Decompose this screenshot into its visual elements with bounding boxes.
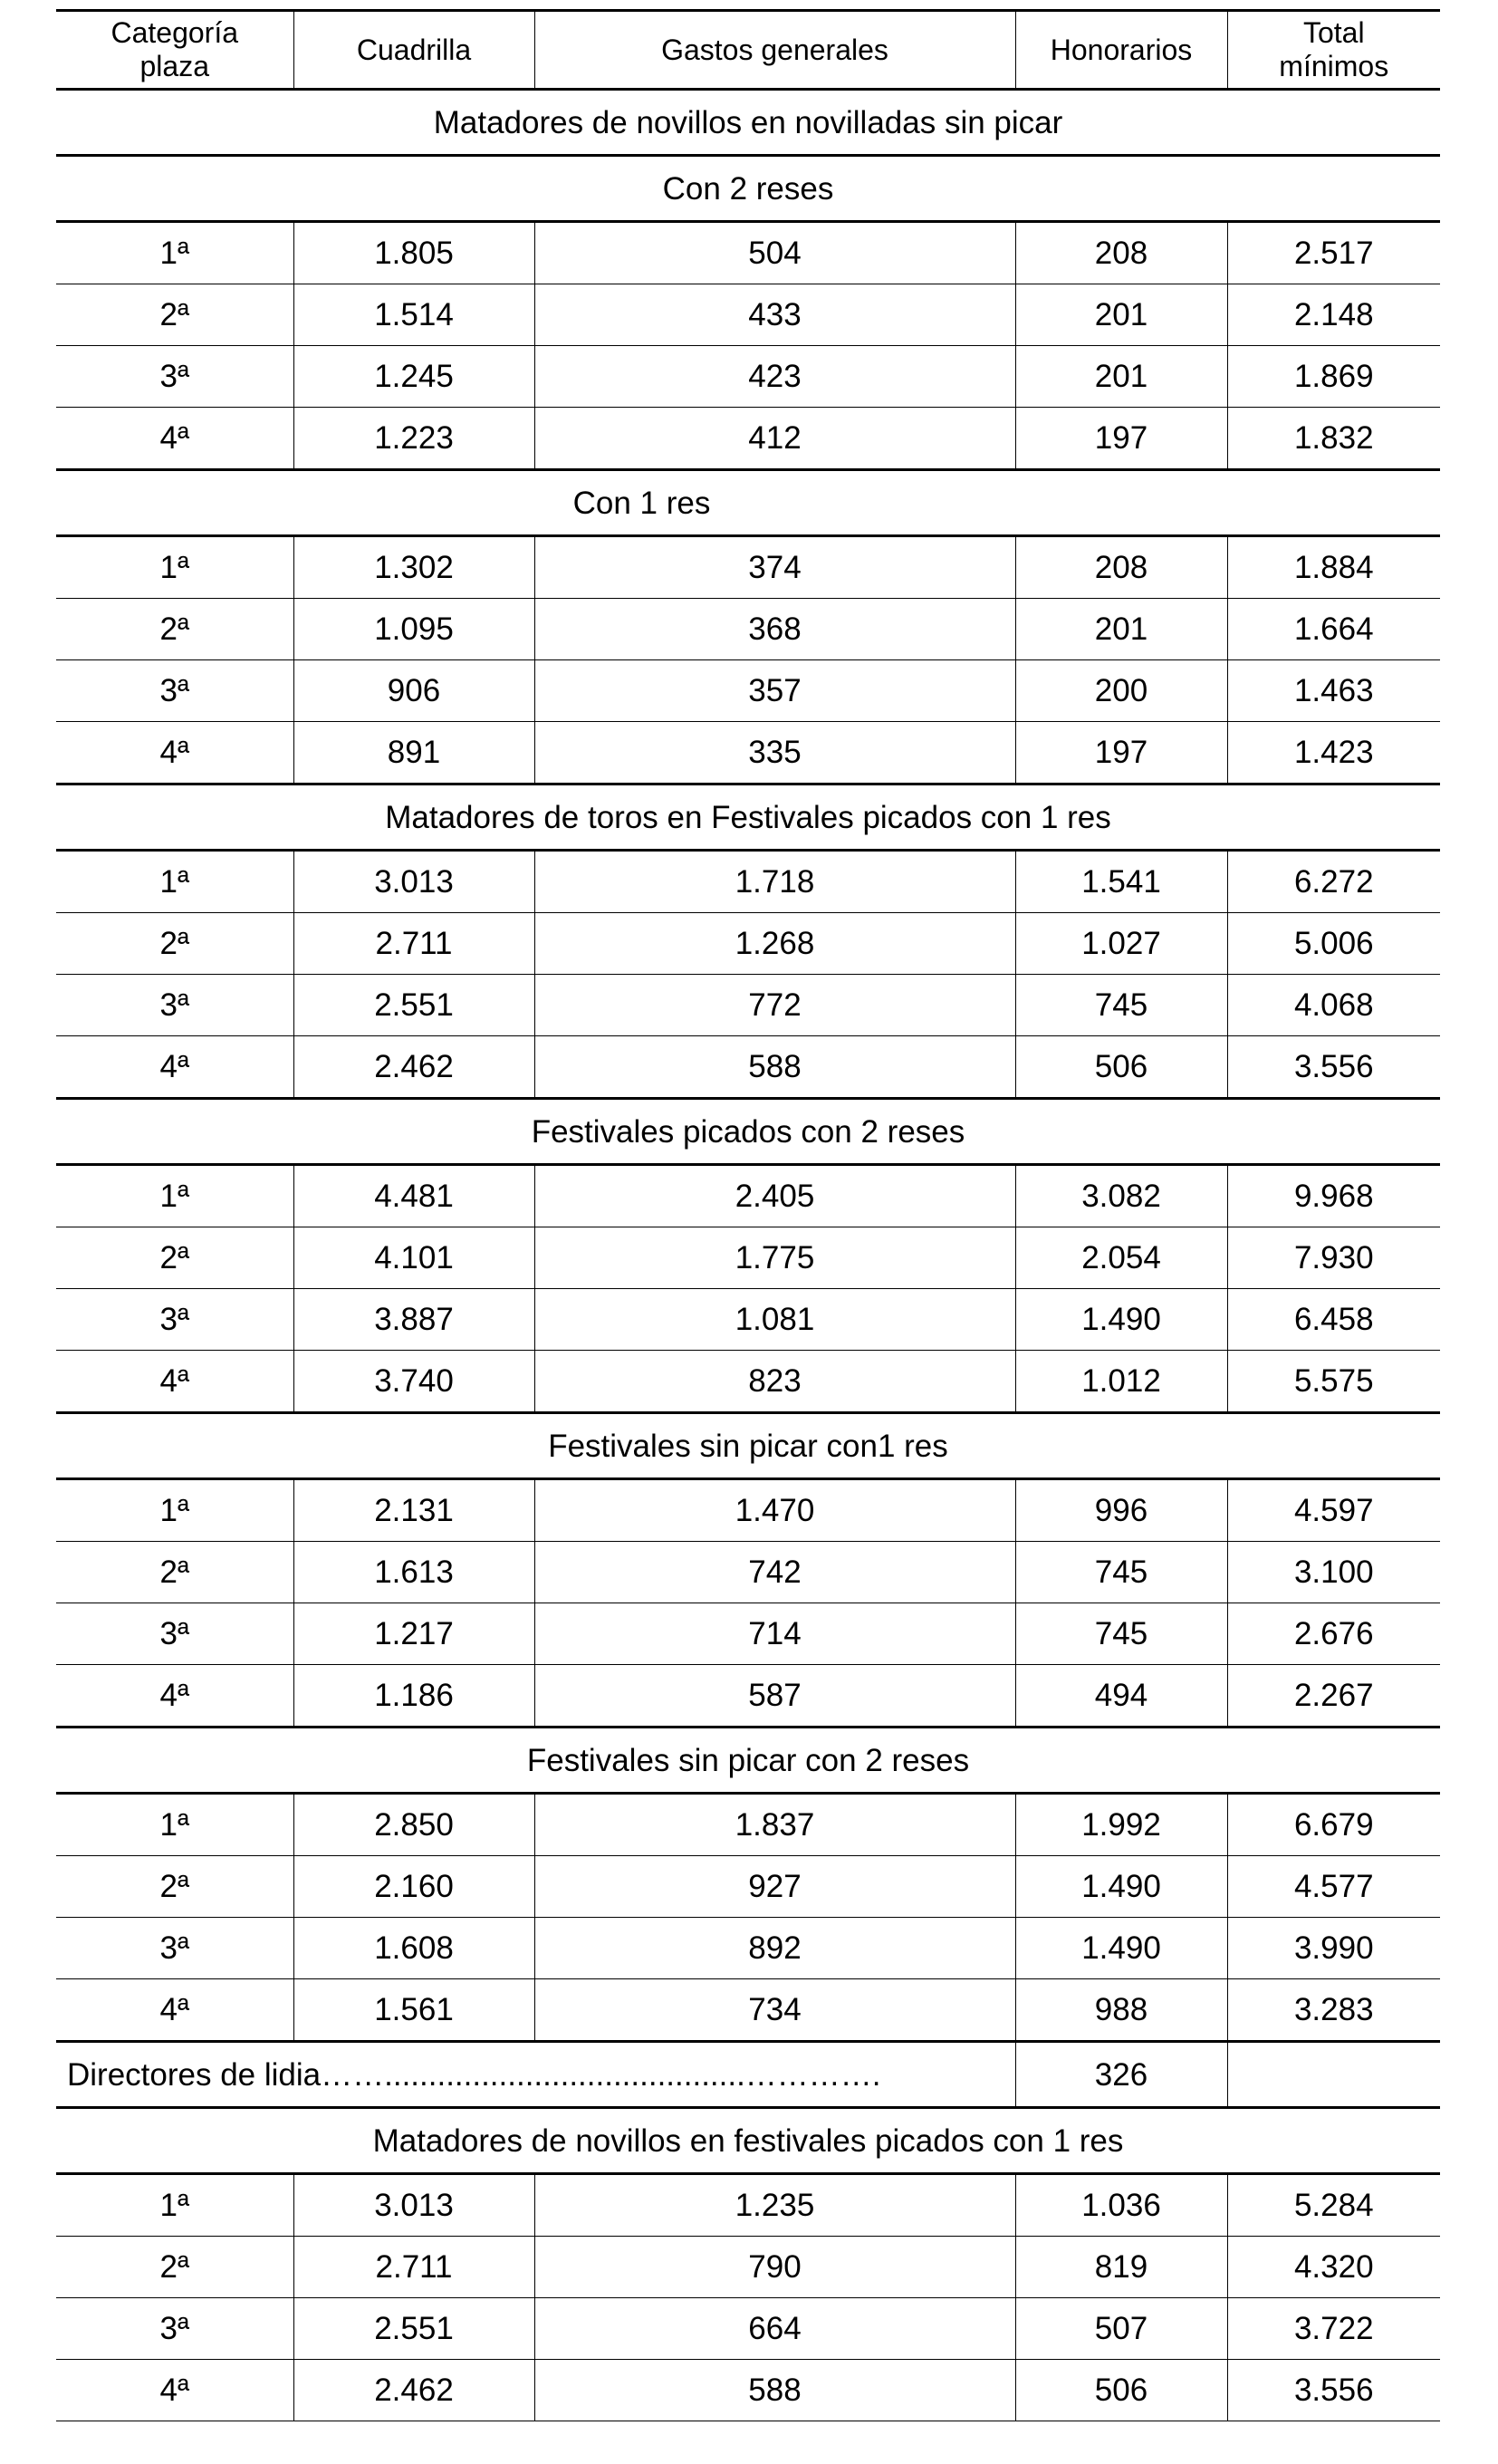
gastos-cell: 734: [534, 1979, 1015, 2042]
cuadrilla-cell: 1.608: [293, 1918, 534, 1979]
cuadrilla-cell: 1.095: [293, 599, 534, 660]
gastos-cell: 588: [534, 2360, 1015, 2421]
categoria-cell: 4ª: [56, 1979, 293, 2042]
honorarios-cell: 200: [1015, 660, 1227, 722]
cuadrilla-cell: 3.740: [293, 1351, 534, 1413]
categoria-cell: 4ª: [56, 2360, 293, 2421]
table-row: [56, 1351, 1440, 1413]
header-honorarios: Honorarios: [1015, 11, 1227, 90]
header-total-line2: mínimos: [1279, 50, 1389, 82]
honorarios-cell: 201: [1015, 284, 1227, 346]
table-row: [56, 660, 1440, 722]
directores-blank-cell: [1227, 2042, 1440, 2108]
table-row: [56, 284, 1440, 346]
total-cell: 3.556: [1227, 2360, 1440, 2421]
directores-label: Directores de lidia…….........................................………….: [56, 2042, 1015, 2108]
section-1-row: [56, 784, 1440, 851]
categoria-cell: 3ª: [56, 1918, 293, 1979]
total-cell: 6.679: [1227, 1794, 1440, 1856]
cuadrilla-cell: 1.223: [293, 408, 534, 470]
categoria-cell: 3ª: [56, 346, 293, 408]
gastos-cell: 1.268: [534, 913, 1015, 975]
cuadrilla-cell: 1.805: [293, 222, 534, 284]
honorarios-cell: 1.027: [1015, 913, 1227, 975]
honorarios-cell: 745: [1015, 975, 1227, 1036]
table-row: [56, 1542, 1440, 1603]
honorarios-cell: 1.012: [1015, 1351, 1227, 1413]
categoria-cell: 4ª: [56, 1351, 293, 1413]
table-row: [56, 722, 1440, 784]
gastos-cell: 357: [534, 660, 1015, 722]
categoria-cell: 2ª: [56, 1856, 293, 1918]
honorarios-cell: 208: [1015, 222, 1227, 284]
table-row: [56, 408, 1440, 470]
section-0-title: Matadores de novillos en novilladas sin picar: [56, 90, 1440, 156]
total-cell: 3.990: [1227, 1918, 1440, 1979]
categoria-cell: 3ª: [56, 1603, 293, 1665]
header-categoria-line2: plaza: [139, 50, 209, 82]
cuadrilla-cell: 1.245: [293, 346, 534, 408]
categoria-cell: 3ª: [56, 2298, 293, 2360]
cuadrilla-cell: 2.462: [293, 2360, 534, 2421]
honorarios-cell: 3.082: [1015, 1165, 1227, 1227]
table-row: [56, 1856, 1440, 1918]
cuadrilla-cell: 891: [293, 722, 534, 784]
table-row: [56, 1227, 1440, 1289]
fees-table: [56, 9, 1440, 2421]
total-cell: 5.006: [1227, 913, 1440, 975]
table-row: [56, 222, 1440, 284]
gastos-cell: 664: [534, 2298, 1015, 2360]
table-row: [56, 1918, 1440, 1979]
total-cell: 2.676: [1227, 1603, 1440, 1665]
honorarios-cell: 197: [1015, 408, 1227, 470]
gastos-cell: 714: [534, 1603, 1015, 1665]
cuadrilla-cell: 1.217: [293, 1603, 534, 1665]
cuadrilla-cell: 3.887: [293, 1289, 534, 1351]
cuadrilla-cell: 2.131: [293, 1479, 534, 1542]
section-1-title: Matadores de toros en Festivales picados con 1 res: [56, 784, 1440, 851]
categoria-cell: 1ª: [56, 1794, 293, 1856]
gastos-cell: 335: [534, 722, 1015, 784]
gastos-cell: 1.837: [534, 1794, 1015, 1856]
total-cell: 4.068: [1227, 975, 1440, 1036]
categoria-cell: 2ª: [56, 1227, 293, 1289]
final-section-row: [56, 2108, 1440, 2174]
honorarios-cell: 208: [1015, 536, 1227, 599]
honorarios-cell: 1.490: [1015, 1856, 1227, 1918]
table-row: [56, 2360, 1440, 2421]
subsection-0-1-row: [56, 470, 1440, 536]
total-cell: 5.284: [1227, 2174, 1440, 2237]
directores-honorarios: 326: [1015, 2042, 1227, 2108]
gastos-cell: 588: [534, 1036, 1015, 1099]
categoria-cell: 1ª: [56, 2174, 293, 2237]
total-cell: 1.884: [1227, 536, 1440, 599]
categoria-cell: 1ª: [56, 1165, 293, 1227]
directores-row: [56, 2042, 1440, 2108]
subsection-0-1-blank-cell: [1227, 470, 1440, 536]
cuadrilla-cell: 2.551: [293, 975, 534, 1036]
total-cell: 5.575: [1227, 1351, 1440, 1413]
categoria-cell: 2ª: [56, 913, 293, 975]
gastos-cell: 374: [534, 536, 1015, 599]
total-cell: 1.463: [1227, 660, 1440, 722]
total-cell: 4.320: [1227, 2237, 1440, 2298]
total-cell: 3.556: [1227, 1036, 1440, 1099]
cuadrilla-cell: 1.561: [293, 1979, 534, 2042]
total-cell: 2.517: [1227, 222, 1440, 284]
cuadrilla-cell: 4.481: [293, 1165, 534, 1227]
section-2-title: Festivales picados con 2 reses: [56, 1099, 1440, 1165]
honorarios-cell: 2.054: [1015, 1227, 1227, 1289]
honorarios-cell: 1.541: [1015, 851, 1227, 913]
total-cell: 3.283: [1227, 1979, 1440, 2042]
gastos-cell: 368: [534, 599, 1015, 660]
table-row: [56, 599, 1440, 660]
gastos-cell: 790: [534, 2237, 1015, 2298]
header-gastos: Gastos generales: [534, 11, 1015, 90]
table-row: [56, 1036, 1440, 1099]
table-row: [56, 536, 1440, 599]
honorarios-cell: 1.490: [1015, 1289, 1227, 1351]
header-categoria-line1: Categoría: [110, 16, 239, 50]
total-cell: 4.577: [1227, 1856, 1440, 1918]
categoria-cell: 2ª: [56, 1542, 293, 1603]
total-cell: 2.267: [1227, 1665, 1440, 1728]
total-cell: 3.722: [1227, 2298, 1440, 2360]
categoria-cell: 1ª: [56, 222, 293, 284]
honorarios-cell: 1.992: [1015, 1794, 1227, 1856]
honorarios-cell: 745: [1015, 1603, 1227, 1665]
gastos-cell: 1.081: [534, 1289, 1015, 1351]
cuadrilla-cell: 1.514: [293, 284, 534, 346]
section-4-row: [56, 1728, 1440, 1794]
total-cell: 1.423: [1227, 722, 1440, 784]
categoria-cell: 1ª: [56, 851, 293, 913]
table-row: [56, 1165, 1440, 1227]
subsection-0-0-title: Con 2 reses: [56, 156, 1440, 222]
gastos-cell: 587: [534, 1665, 1015, 1728]
section-3-title: Festivales sin picar con1 res: [56, 1413, 1440, 1479]
gastos-cell: 1.718: [534, 851, 1015, 913]
categoria-cell: 4ª: [56, 408, 293, 470]
honorarios-cell: 745: [1015, 1542, 1227, 1603]
table-row: [56, 346, 1440, 408]
honorarios-cell: 507: [1015, 2298, 1227, 2360]
honorarios-cell: 1.036: [1015, 2174, 1227, 2237]
cuadrilla-cell: 1.613: [293, 1542, 534, 1603]
cuadrilla-cell: 2.462: [293, 1036, 534, 1099]
header-cuadrilla: Cuadrilla: [293, 11, 534, 90]
gastos-cell: 433: [534, 284, 1015, 346]
table-row: [56, 2174, 1440, 2237]
categoria-cell: 1ª: [56, 536, 293, 599]
section-0-row: [56, 90, 1440, 156]
cuadrilla-cell: 4.101: [293, 1227, 534, 1289]
table-row: [56, 2237, 1440, 2298]
cuadrilla-cell: 1.186: [293, 1665, 534, 1728]
honorarios-cell: 506: [1015, 1036, 1227, 1099]
categoria-cell: 4ª: [56, 1665, 293, 1728]
gastos-cell: 412: [534, 408, 1015, 470]
gastos-cell: 742: [534, 1542, 1015, 1603]
honorarios-cell: 1.490: [1015, 1918, 1227, 1979]
section-3-row: [56, 1413, 1440, 1479]
total-cell: 3.100: [1227, 1542, 1440, 1603]
subsection-0-0-row: [56, 156, 1440, 222]
header-categoria: [56, 11, 293, 90]
honorarios-cell: 988: [1015, 1979, 1227, 2042]
header-total: [1227, 11, 1440, 90]
gastos-cell: 2.405: [534, 1165, 1015, 1227]
cuadrilla-cell: 2.711: [293, 2237, 534, 2298]
table-row: [56, 975, 1440, 1036]
cuadrilla-cell: 2.850: [293, 1794, 534, 1856]
final-section-title: Matadores de novillos en festivales picados con 1 res: [56, 2108, 1440, 2174]
categoria-cell: 1ª: [56, 1479, 293, 1542]
cuadrilla-cell: 1.302: [293, 536, 534, 599]
gastos-cell: 892: [534, 1918, 1015, 1979]
table-row: [56, 1479, 1440, 1542]
cuadrilla-cell: 2.711: [293, 913, 534, 975]
honorarios-cell: 494: [1015, 1665, 1227, 1728]
table-row: [56, 1794, 1440, 1856]
section-2-row: [56, 1099, 1440, 1165]
cuadrilla-cell: 3.013: [293, 851, 534, 913]
header-row: [56, 11, 1440, 90]
total-cell: 6.272: [1227, 851, 1440, 913]
categoria-cell: 4ª: [56, 722, 293, 784]
table-row: [56, 2298, 1440, 2360]
gastos-cell: 1.775: [534, 1227, 1015, 1289]
total-cell: 7.930: [1227, 1227, 1440, 1289]
header-total-line1: Total: [1302, 16, 1365, 50]
table-row: [56, 1603, 1440, 1665]
table-row: [56, 913, 1440, 975]
categoria-cell: 3ª: [56, 975, 293, 1036]
cuadrilla-cell: 3.013: [293, 2174, 534, 2237]
total-cell: 4.597: [1227, 1479, 1440, 1542]
honorarios-cell: 201: [1015, 599, 1227, 660]
cuadrilla-cell: 2.551: [293, 2298, 534, 2360]
table-row: [56, 1665, 1440, 1728]
gastos-cell: 927: [534, 1856, 1015, 1918]
categoria-cell: 4ª: [56, 1036, 293, 1099]
total-cell: 1.664: [1227, 599, 1440, 660]
cuadrilla-cell: 906: [293, 660, 534, 722]
honorarios-cell: 996: [1015, 1479, 1227, 1542]
total-cell: 6.458: [1227, 1289, 1440, 1351]
gastos-cell: 823: [534, 1351, 1015, 1413]
honorarios-cell: 506: [1015, 2360, 1227, 2421]
honorarios-cell: 201: [1015, 346, 1227, 408]
categoria-cell: 2ª: [56, 599, 293, 660]
gastos-cell: 504: [534, 222, 1015, 284]
section-4-title: Festivales sin picar con 2 reses: [56, 1728, 1440, 1794]
gastos-cell: 1.470: [534, 1479, 1015, 1542]
categoria-cell: 2ª: [56, 284, 293, 346]
gastos-cell: 1.235: [534, 2174, 1015, 2237]
total-cell: 1.869: [1227, 346, 1440, 408]
total-cell: 9.968: [1227, 1165, 1440, 1227]
gastos-cell: 423: [534, 346, 1015, 408]
categoria-cell: 3ª: [56, 1289, 293, 1351]
total-cell: 1.832: [1227, 408, 1440, 470]
subsection-0-1-title: Con 1 res: [56, 470, 1227, 536]
honorarios-cell: 819: [1015, 2237, 1227, 2298]
table-row: [56, 1979, 1440, 2042]
cuadrilla-cell: 2.160: [293, 1856, 534, 1918]
table-row: [56, 851, 1440, 913]
categoria-cell: 3ª: [56, 660, 293, 722]
total-cell: 2.148: [1227, 284, 1440, 346]
gastos-cell: 772: [534, 975, 1015, 1036]
honorarios-cell: 197: [1015, 722, 1227, 784]
table-row: [56, 1289, 1440, 1351]
categoria-cell: 2ª: [56, 2237, 293, 2298]
